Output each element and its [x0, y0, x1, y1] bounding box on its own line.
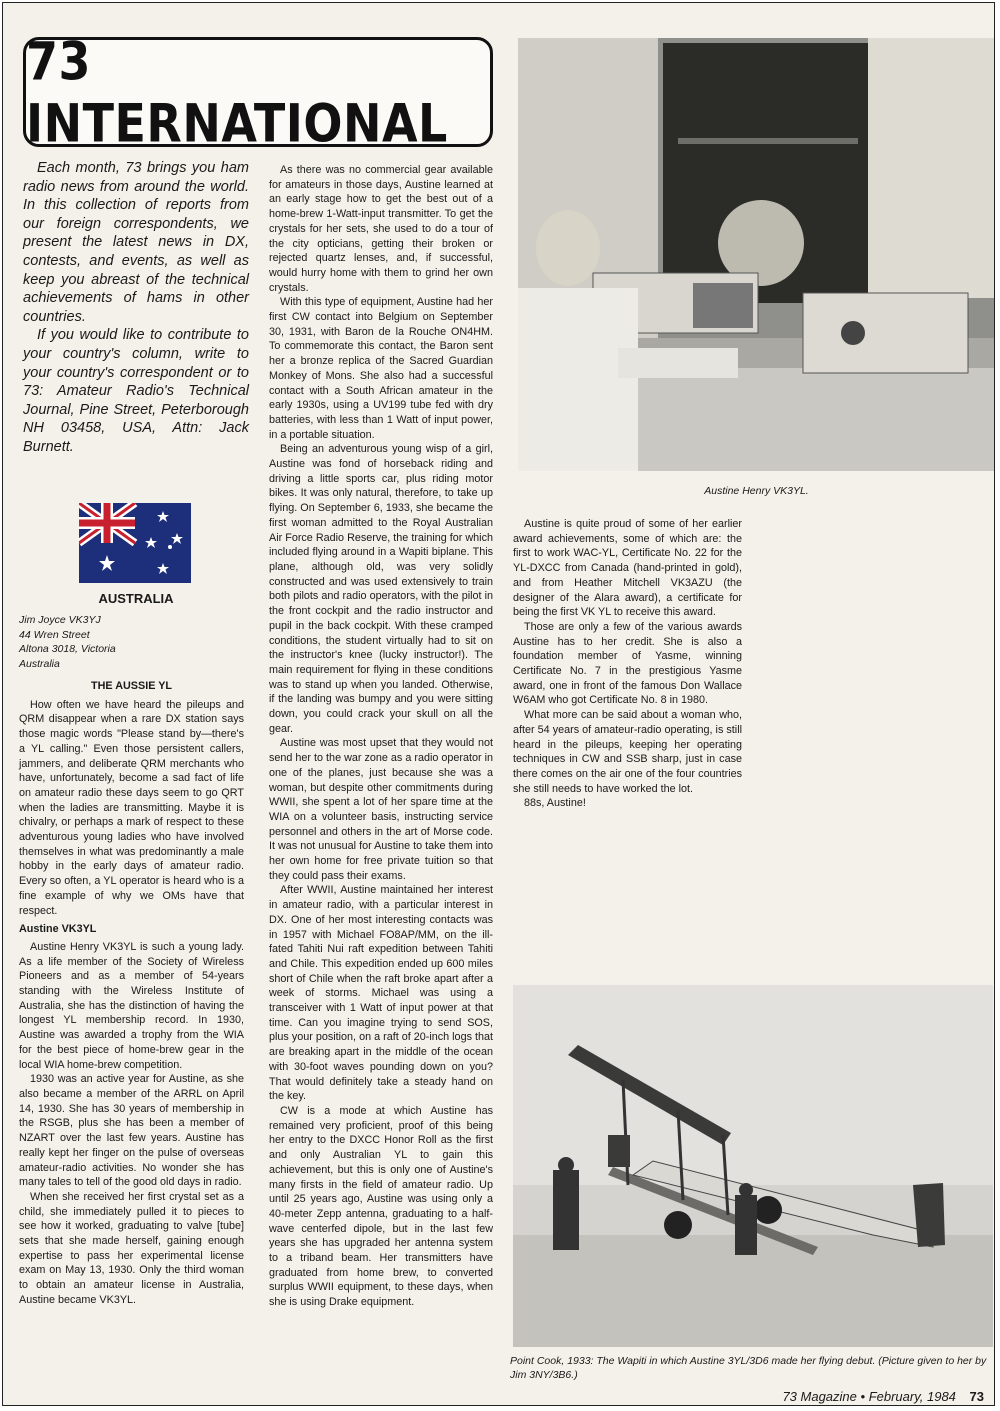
article-column-3 — [513, 517, 742, 811]
article-paragraph: CW is a mode at which Austine has remained very proficient, proof of this being her entry to the DXCC Honor Roll as the first and only Australian YL to gain this achievement, but this is only one of Austine's many firsts in the field of amateur radio. Up until 25 years ago, Austine was using only a 40-meter Zepp antenna, graduating to a half-wave centerfed dipole, but in the last few years she has upgraded her antenna system to a triband beam. Her transmitters have graduated from home brew, to converted surplus WWII equipment, to these days, when she is using Drake equipment. — [269, 1105, 493, 1309]
correspondent-line: Jim Joyce VK3YJ — [19, 614, 101, 626]
photo-caption: Austine Henry VK3YL. — [704, 485, 809, 497]
article-column-1 — [19, 679, 244, 1308]
article-paragraph: Austine Henry VK3YL is such a young lady. As a life member of the Society of Wireless Pioneers and as a member of 54-years standing with the Wireless Institute of Australia, she has the distinction of having the longest YL membership record. In 1930, Austine was awarded a trophy from the WIA for the best piece of home-brew gear in the local WIA home-brew competition. — [19, 940, 244, 1071]
article-subheading: Austine VK3YL — [19, 923, 97, 936]
article-paragraph: 88s, Austine! — [524, 797, 586, 810]
article-column-2 — [269, 163, 493, 1310]
photo-wapiti-biplane — [513, 985, 993, 1347]
page-footer — [782, 1389, 984, 1404]
correspondent-line: 44 Wren Street — [19, 628, 90, 641]
article-paragraph: As there was no commercial gear available for amateurs in those days, Austine learned at an early stage how to get the best out of a home-brew 1-Watt-input transmitter. To get the crystals for her sets, she used to do a tour of the city opticians, getting their broken or rejected quartz lenses, and, if successful, would hurry home with them to grind her own crystals. — [269, 164, 493, 294]
article-paragraph: With this type of equipment, Austine had her first CW contact into Belgium on September 30, 1931, with Baron de la Rouche ON4HM. To commemorate this contact, the Baron sent her a bronze replica of the Sacred Guardian Monkey of Mons. She also had a successful contact with a South African amateur in the early 1930s, using a UV199 tube fed with dry batteries, with less than 1 Watt of input power, in a portable situation. — [269, 296, 493, 441]
correspondent-line: Australia — [19, 657, 60, 670]
article-paragraph: 1930 was an active year for Austine, as she also became a member of the ARRL on April 14, 1930. She has 30 years of membership in the RSGB, plus she has been a member of NZART over the last few years. Austine has really kept her finger on the pulse of overseas amateur-radio activities. No wonder she has many tales to tell of the good old days in radio. — [19, 1073, 244, 1189]
intro-paragraph: Each month, 73 brings you ham radio news from around the world. In this collection of reports from our foreign correspondents, we present the latest news in DX, contests, and events, as well as keep you abreast of the technical achievements of hams in other countries. — [23, 160, 249, 325]
photo-austine-at-radio — [518, 38, 995, 471]
footer-magazine: 73 Magazine — [782, 1389, 857, 1404]
correspondent-line: Altona 3018, Victoria — [19, 643, 116, 655]
article-heading: THE AUSSIE YL — [91, 680, 172, 692]
article-paragraph: Austine is quite proud of some of her earlier award achievements, some of which are: the first to work WAC-YL, Certificate No. 22 for the YL-DXCC from Canada (hand-printed in gold), and from Heather Mitchell VK3AZU (the designer of the Alara award), a certificate for being the first VK YL to receive this award. — [513, 518, 742, 619]
intro-blurb — [23, 159, 249, 457]
country-heading: AUSTRALIA — [98, 591, 174, 606]
union-jack — [79, 503, 135, 543]
page-number: 73 — [969, 1389, 984, 1404]
footer-date: February, 1984 — [868, 1389, 956, 1404]
article-paragraph: Austine was most upset that they would not send her to the war zone as a radio operator in one of the planes, just because she was a woman, but despite other commitments during WWII, she spent a lot of her spare time at the WIA on a volunteer basis, instructing service personnel and others in the art of Morse code. It was not unusual for Austine to take them into her own home for free private tuition so that they could pass their exams. — [269, 737, 493, 882]
article-paragraph: When she received her first crystal set as a child, she immediately pulled it to pieces to see how it worked, graduating to valve [tube] sets that she made herself, gaining enough expertise to pass her experimental license exam on May 13, 1930. Only the third woman to obtain an amateur license in Australia, Austine became VK3YL. — [19, 1190, 244, 1306]
article-paragraph: Those are only a few of the various awards Austine has to her credit. She is also a foundation member of Yasme, winning Certificate No. 7 in the prestigious Yasme award, one in front of the famous Don Wallace W6AM who got Certificate No. 8 in 1980. — [513, 620, 742, 707]
photo-caption: Point Cook, 1933: The Wapiti in which Austine 3YL/3D6 made her flying debut. (Picture given to her by Jim 3NY/3B6.) — [510, 1355, 987, 1381]
article-paragraph: After WWII, Austine maintained her interest in amateur radio, with a particular interest in DX. One of her most interesting contacts was in 1957 with Michael FO8AP/MM, on the ill-fated Tahiti Nui raft expedition between Tahiti and Chile. This expedition ended up 600 miles short of Chile when the raft broke apart after a week of storms. Michael was using a transceiver with 1 Watt of input power at that time. Can you imagine trying to send SOS, plus your position, on a raft of 20-inch logs that are breaking apart in the middle of the ocean with 30-foot waves pounding down on you? That would definitely take a steady hand on the key. — [269, 884, 493, 1103]
magazine-page — [2, 2, 995, 1406]
intro-paragraph: If you would like to contribute to your country's column, write to your country's correspondent or to 73: Amateur Radio's Technical Journal, Pine Street, Peterborough NH 03458, USA, Attn: Jack Burnett. — [23, 327, 249, 455]
column-title-box — [23, 29, 493, 155]
correspondent-address — [19, 613, 245, 671]
column-title: 73 INTERNATIONAL — [26, 29, 448, 155]
article-paragraph: What more can be said about a woman who, after 54 years of amateur-radio operating, is still heard in the pileups, keeping her operating techniques in CW and SSB sharp, just in case there comes on the air one of the four countries she still needs to have worked the lot. — [513, 709, 742, 795]
footer-separator: • — [860, 1389, 866, 1404]
article-paragraph: How often we have heard the pileups and QRM disappear when a rare DX station says those magic words "Please stand by—there's a YL calling." Even those persistent callers, jammers, and deliberate QRM merchants who have, unfortunately, become a sad fact of life on amateur radio these days seem to go QRT when the ladies are transmitting. Maybe it is chivalry, or perhaps a mark of respect to these adventurous young ladies who have involved themselves in what was predominantly a male hobby in the early days of amateur radio. Every so often, a YL operator is heard who is a fine example of why we OMs have that respect. — [19, 698, 244, 917]
australia-flag-icon — [79, 503, 191, 583]
article-paragraph: Being an adventurous young wisp of a girl, Austine was fond of horseback riding and driving a little sports car, plus riding motor bikes. It was only natural, therefore, to take up flying. On September 6, 1933, she became the first woman admitted to the Royal Australian Air Force Radio Reserve, the training for which included flying around in a Wapiti biplane. This plane, although old, was very solidly constructed and was used extensively to train both pilots and radio operators, with the pilot in the front cockpit and the radio instructor and pupil in the back cockpit. With these cramped conditions, the student virtually had to sit on the instructor's knee (lucky instructor!). The main requirement for flying in these conditions was to stand up when you landed. Otherwise, if the landing was bumpy and you were sitting down, you could crack your skull on all the gear. — [269, 443, 493, 735]
